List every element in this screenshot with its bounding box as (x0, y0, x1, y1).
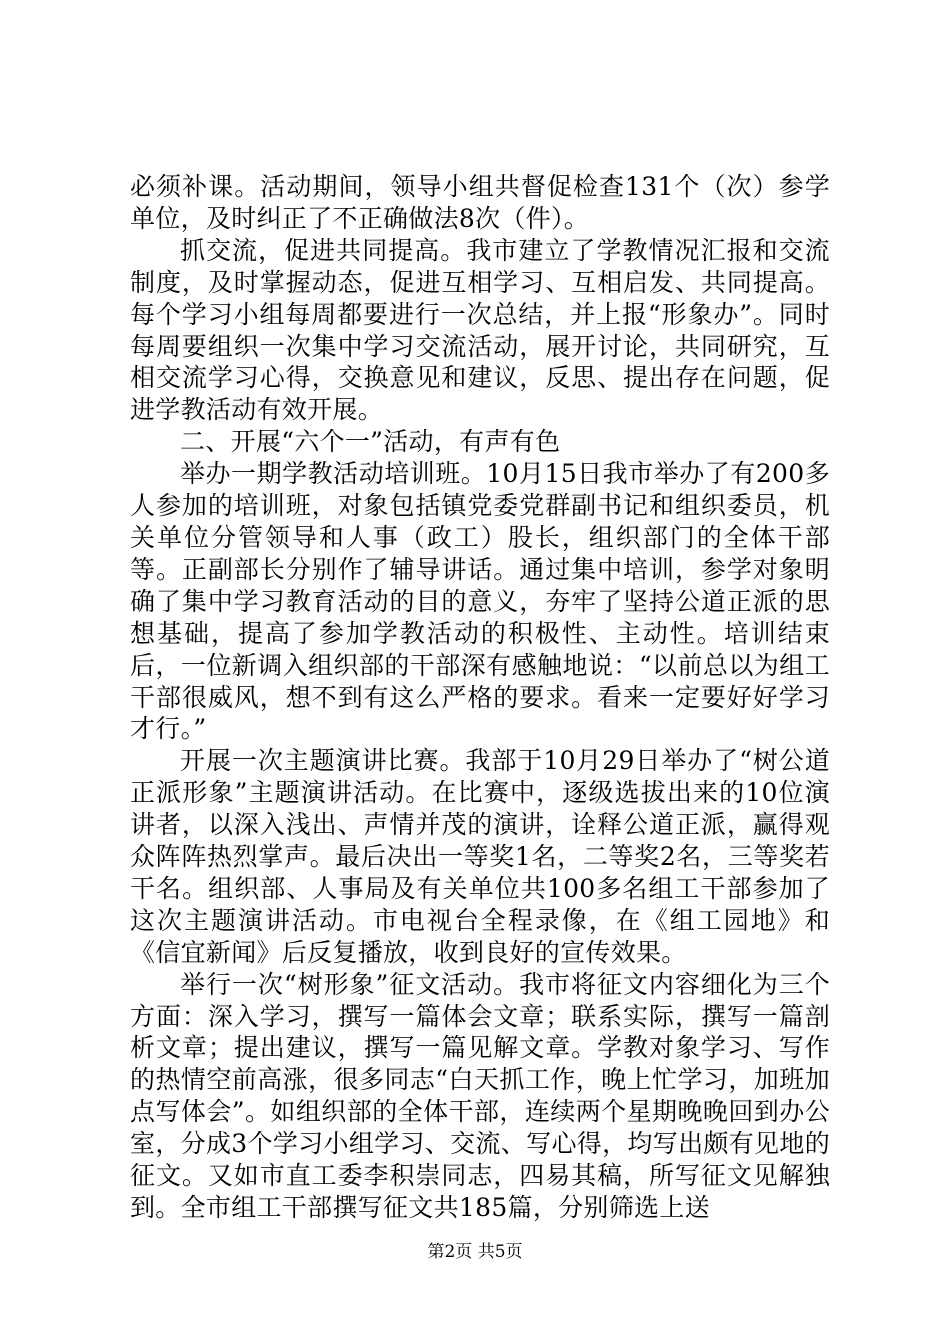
paragraph-training: 举办一期学教活动培训班。10月15日我市举办了有200多人参加的培训班，对象包括镇党委党群副书记和组织委员，机关单位分管领导和人事（政工）股长，组织部门的全体干部等。正副部长分别作了辅导讲话。通过集中培训，参学对象明确了集中学习教育活动的目的意义，夯牢了坚持公道正派的思想基础，提高了参加学教活动的积极性、主动性。培训结束后，一位新调入组织部的干部深有感触地说：“以前总以为组工干部很威风，想不到有这么严格的要求。看来一定要好好学习才行。” (130, 459, 830, 744)
paragraph-continuation: 必须补课。活动期间，领导小组共督促检查131个（次）参学单位，及时纠正了不正确做法8次（件）。 (130, 172, 830, 233)
paragraph-speech-contest: 开展一次主题演讲比赛。我部于10月29日举办了“树公道正派形象”主题演讲活动。在比赛中，逐级选拔出来的10位演讲者，以深入浅出、声情并茂的演讲，诠释公道正派，赢得观众阵阵热烈掌声。最后决出一等奖1名，二等奖2名，三等奖若干名。组织部、人事局及有关单位共100多名组工干部参加了这次主题演讲活动。市电视台全程录像，在《组工园地》和《信宜新闻》后反复播放，收到良好的宣传效果。 (130, 746, 830, 967)
page-number-footer: 第2页 共5页 (427, 1242, 523, 1262)
document-body (130, 171, 830, 1224)
paragraph-exchange: 抓交流，促进共同提高。我市建立了学教情况汇报和交流制度，及时掌握动态，促进互相学习、互相启发、共同提高。每个学习小组每周都要进行一次总结，并上报“形象办”。同时每周要组织一次集中学习交流活动，展开讨论，共同研究，互相交流学习心得，交换意见和建议，反思、提出存在问题，促进学教活动有效开展。 (130, 235, 830, 425)
section-heading: 二、开展“六个一”活动，有声有色 (180, 427, 561, 457)
paragraph-essay-activity: 举行一次“树形象”征文活动。我市将征文内容细化为三个方面：深入学习，撰写一篇体会文章；联系实际，撰写一篇剖析文章；提出建议，撰写一篇见解文章。学教对象学习、写作的热情空前高涨，很多同志“白天抓工作，晚上忙学习，加班加点写体会”。如组织部的全体干部，连续两个星期晚晚回到办公室，分成3个学习小组学习、交流、写心得，均写出颇有见地的征文。又如市直工委李积崇同志，四易其稿，所写征文见解独到。全市组工干部撰写征文共185篇，分别筛选上送 (130, 969, 830, 1222)
